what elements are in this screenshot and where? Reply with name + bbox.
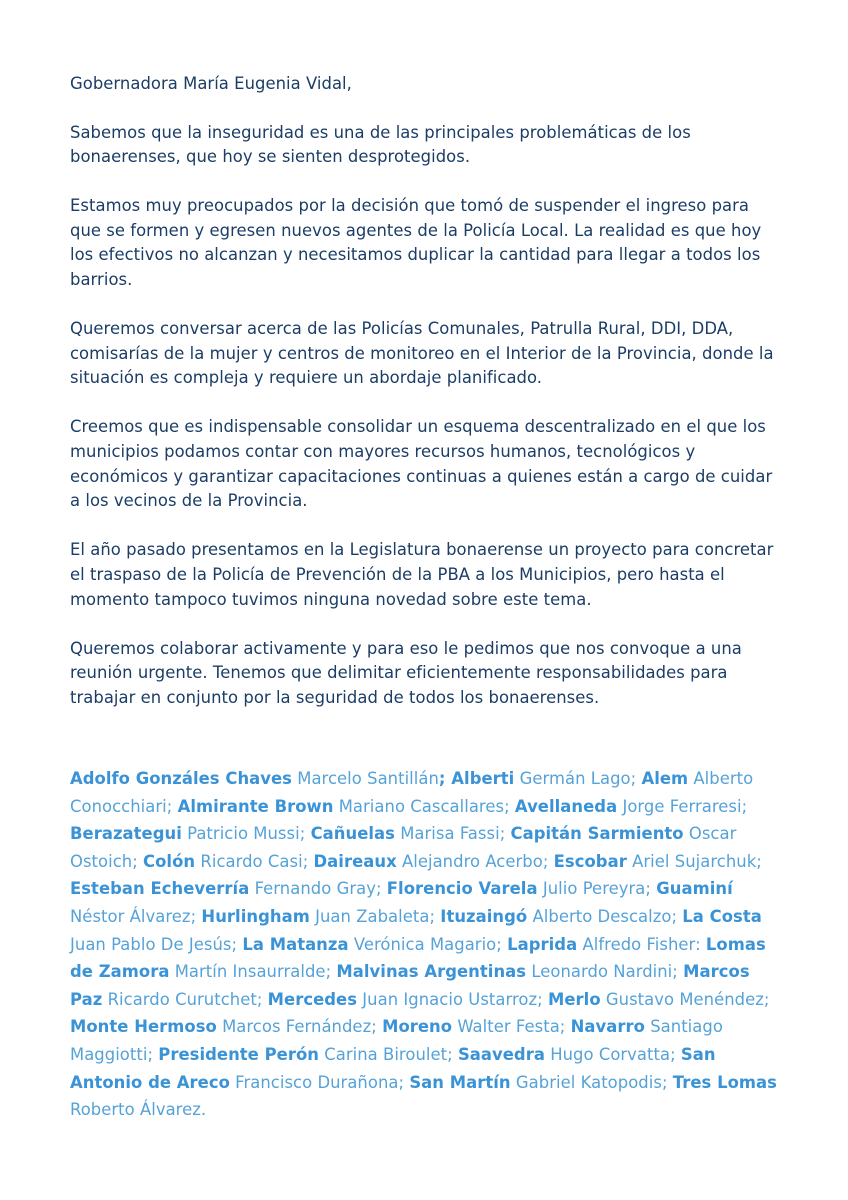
signatory (70, 769, 451, 788)
signatory (242, 935, 507, 954)
signatory-separator: ; (429, 906, 441, 926)
signatory-municipality: Alem (641, 769, 689, 788)
signatory-mayor: Martín Insaurralde (169, 962, 326, 982)
signatory-separator: ; (190, 906, 202, 926)
signatory-mayor: Marcos Fernández (216, 1017, 372, 1037)
signatory (409, 1073, 672, 1092)
signatory-separator: ; (671, 906, 683, 926)
signatory-mayor: Alberto Descalzo (527, 906, 672, 926)
signatory-separator: ; (231, 934, 243, 954)
signatory-municipality: Cañuelas (310, 824, 395, 844)
signatory-municipality: Ituzaingó (440, 906, 528, 926)
signatory-municipality: Guaminí (656, 879, 733, 899)
signatory-municipality: Adolfo Gonzáles Chaves (70, 769, 292, 788)
letter-salutation: Gobernadora María Eugenia Vidal, (70, 74, 352, 93)
signatory-separator: ; (672, 962, 684, 982)
signatory-municipality: Escobar (553, 851, 627, 871)
signatory-municipality: Alberti (451, 769, 515, 788)
signatory (382, 1017, 571, 1036)
letter-paragraph: Creemos que es indispensable consolidar un esquema descentralizado en el que los municipios podamos contar con mayores recursos humanos, tecnológicos y económicos y garantizar capacitaciones continuas a quienes están a cargo de cuidar a los vecinos de la Provincia. (70, 417, 773, 511)
signatory (268, 990, 548, 1009)
signatory-municipality: Daireaux (313, 851, 397, 871)
signatory-municipality: Presidente Perón (158, 1044, 319, 1064)
signatory-separator: ; (447, 1044, 458, 1064)
signatory-mayor: Ariel Sujarchuk (626, 851, 757, 871)
signatory-separator: ; (630, 769, 642, 788)
signatory-municipality: Lomas de Zamora (70, 934, 766, 982)
signatory-mayor: Mariano Cascallares (333, 796, 505, 816)
signatory-mayor: Néstor Álvarez (70, 906, 191, 926)
signatory-mayor: Carina Biroulet (319, 1044, 448, 1064)
signatory-municipality: Avellaneda (514, 796, 618, 816)
signatory-mayor: Francisco Durañona (229, 1072, 399, 1092)
signatory-mayor: Alfredo Fisher (577, 934, 696, 954)
signatory-municipality: Hurlingham (201, 906, 310, 926)
signatory-municipality: Tres Lomas (672, 1072, 777, 1092)
signatory-municipality: Mercedes (267, 989, 358, 1009)
letter-paragraph: Estamos muy preocupados por la decisión que tomó de suspender el ingreso para que se formen y egresen nuevos agentes de la Policía Local. La realidad es que hoy los efectivos no alcanzan y necesitamos duplicar la cantidad para llegar a todos los barrios. (70, 196, 762, 290)
signatory-mayor: Marcelo Santillán (292, 769, 439, 788)
signatory-municipality: Florencio Varela (386, 879, 538, 899)
signatory-municipality: Berazategui (70, 824, 182, 844)
signatory-mayor: Walter Festa (452, 1017, 560, 1037)
signatories-list (70, 765, 784, 1124)
signatory-municipality: Marcos Paz (70, 962, 750, 1009)
signatory (336, 962, 683, 981)
signatory-mayor: Alejandro Acerbo (396, 851, 543, 871)
signatory-mayor: Fernando Gray (249, 879, 376, 899)
signatory-mayor: Ricardo Curutchet (102, 989, 257, 1009)
signatory (314, 852, 554, 871)
signatory (70, 1017, 382, 1036)
signatory-municipality: Moreno (382, 1017, 453, 1037)
signatory-mayor: Alberto Conocchiari (70, 769, 754, 816)
signatory (70, 824, 311, 843)
signatory-separator: . (200, 1100, 207, 1120)
signatory-separator: ; (661, 1072, 673, 1092)
signatory-mayor: Germán Lago (514, 769, 631, 788)
signatory-separator: ; (537, 989, 548, 1009)
signatory (507, 935, 706, 954)
signatory (554, 852, 762, 871)
signatory-mayor: Gustavo Menéndez (600, 989, 764, 1009)
signatory-separator: ; (438, 769, 452, 788)
signatory-mayor: Roberto Álvarez (70, 1100, 201, 1120)
letter-paragraph: Sabemos que la inseguridad es una de las principales problemáticas de los bonaerenses, que hoy se sienten desprotegidos. (70, 122, 691, 167)
signatory-municipality: Navarro (570, 1017, 645, 1037)
signatory-municipality: Almirante Brown (177, 796, 334, 816)
signatory-municipality: La Costa (682, 906, 762, 926)
signatory (178, 797, 515, 816)
signatory (458, 1045, 681, 1064)
signatory-mayor: Jorge Ferraresi (617, 796, 742, 816)
signatory-separator: ; (763, 989, 770, 1009)
signatory (548, 990, 770, 1009)
signatory-mayor: Santiago Maggiotti (70, 1017, 723, 1064)
signatory (70, 879, 387, 898)
signatory (515, 797, 747, 816)
signatory-municipality: Colón (143, 851, 196, 871)
signatory-municipality: Saavedra (457, 1044, 545, 1064)
signatory-separator: ; (256, 989, 268, 1009)
signatory-separator: ; (325, 962, 337, 982)
signatory (387, 879, 656, 898)
signatory-municipality: San Antonio de Areco (70, 1044, 716, 1092)
signatory-mayor: Marisa Fassi (394, 824, 500, 844)
signatory-separator: ; (132, 851, 144, 871)
signatory-mayor: Juan Ignacio Ustarroz (357, 989, 538, 1009)
signatory-mayor: Hugo Corvatta (544, 1044, 671, 1064)
signatory-municipality: Esteban Echeverría (70, 879, 250, 899)
signatory (143, 852, 313, 871)
signatory-mayor: Julio Pereyra (537, 879, 646, 899)
signatory-mayor: Leonardo Nardini (526, 962, 673, 982)
signatory-separator: : (695, 934, 706, 954)
signatory-separator: ; (756, 851, 762, 871)
signatory-separator: ; (375, 879, 387, 899)
signatory (311, 824, 511, 843)
signatory-mayor: Oscar Ostoich (70, 824, 737, 871)
signatory-municipality: La Matanza (242, 934, 349, 954)
signatory-separator: ; (542, 851, 554, 871)
signatory-municipality: San Martín (409, 1072, 511, 1092)
signatory-separator: ; (741, 796, 748, 816)
signatory-separator: ; (147, 1044, 159, 1064)
signatory-mayor: Gabriel Katopodis (510, 1072, 662, 1092)
signatory-separator: ; (499, 824, 511, 844)
letter-paragraph: Queremos conversar acerca de las Policías Comunales, Patrulla Rural, DDI, DDA, comisarías de la mujer y centros de monitoreo en el Interior de la Provincia, donde la situación es compleja y requiere un abordaje planificado. (70, 319, 774, 388)
signatory-mayor: Juan Zabaleta (309, 906, 430, 926)
signatory-separator: ; (299, 824, 311, 844)
signatory-separator: ; (398, 1072, 410, 1092)
signatory-separator: ; (302, 851, 314, 871)
signatory-mayor: Verónica Magario (348, 934, 497, 954)
signatory (440, 907, 682, 926)
signatory-mayor: Patricio Mussi (181, 824, 300, 844)
letter-body (70, 72, 784, 735)
signatory-separator: ; (645, 879, 657, 899)
signatory-mayor: Juan Pablo De Jesús (70, 934, 232, 954)
signatory (451, 769, 641, 788)
signatory-separator: ; (670, 1044, 681, 1064)
letter-paragraph: Queremos colaborar activamente y para eso le pedimos que nos convoque a una reunión urgente. Tenemos que delimitar eficientemente responsabilidades para trabajar en conjunto por la seguridad de todos los bonaerenses. (70, 638, 742, 707)
signatory-municipality: Merlo (548, 989, 601, 1009)
signatory (201, 907, 440, 926)
signatory-separator: ; (166, 796, 178, 816)
signatory (158, 1045, 458, 1064)
signatory-separator: ; (496, 934, 508, 954)
signatory-separator: ; (504, 796, 515, 816)
signatory-separator: ; (559, 1017, 571, 1037)
signatory-municipality: Laprida (507, 934, 578, 954)
signatory-municipality: Capitán Sarmiento (510, 824, 684, 844)
signatory-municipality: Monte Hermoso (70, 1017, 217, 1037)
signatory-municipality: Malvinas Argentinas (336, 962, 527, 982)
signatory-mayor: Ricardo Casi (195, 851, 303, 871)
letter-paragraph: El año pasado presentamos en la Legislatura bonaerense un proyecto para concretar el traspaso de la Policía de Prevención de la PBA a los Municipios, pero hasta el momento tampoco tuvimos ninguna novedad sobre este tema. (70, 540, 774, 609)
signatory-separator: ; (371, 1017, 383, 1037)
